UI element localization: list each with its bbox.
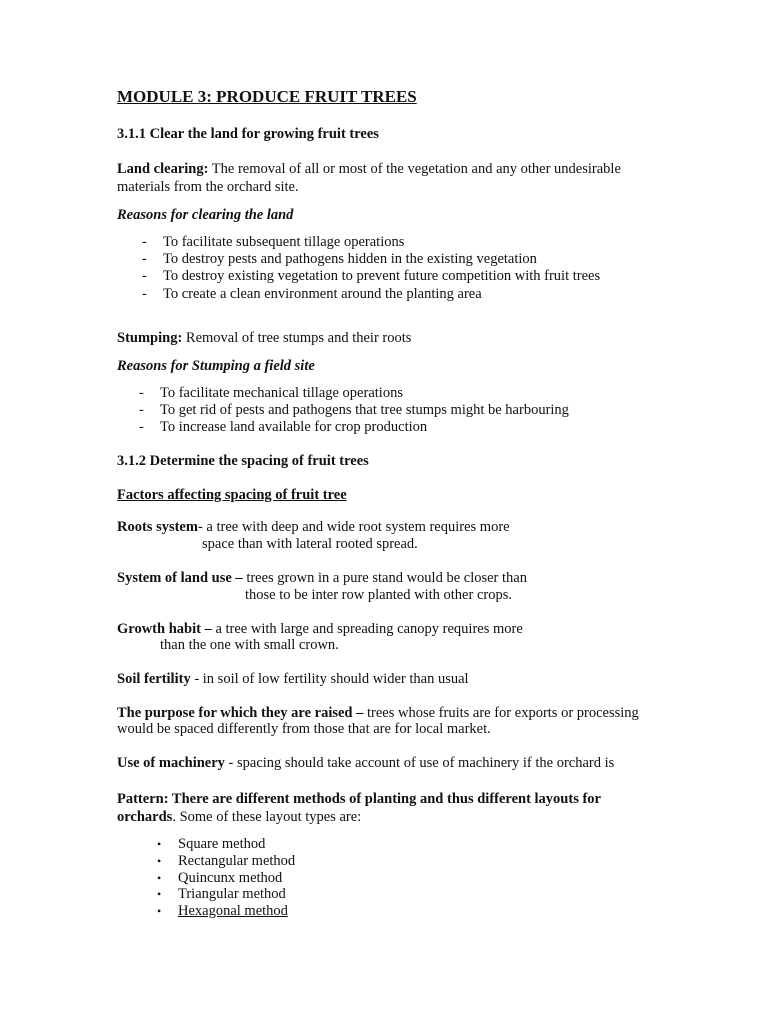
list-item-text: Rectangular method: [178, 853, 296, 869]
roots-system-text-cont: space than with lateral rooted spread.: [202, 536, 418, 552]
list-item-text: To facilitate mechanical tillage operations: [160, 385, 403, 401]
roots-system-factor: [117, 518, 510, 536]
list-item-text: To destroy pests and pathogens hidden in the existing vegetation: [163, 251, 537, 267]
dash-marker: -: [139, 419, 144, 435]
roots-system-term: Roots system: [117, 519, 198, 535]
list-item-text: Square method: [178, 836, 266, 852]
soil-fertility-factor: [117, 670, 469, 688]
purpose-term: The purpose for which they are raised –: [117, 705, 364, 721]
section-3-1-1-heading: 3.1.1 Clear the land for growing fruit trees: [117, 126, 379, 142]
list-item-text: To destroy existing vegetation to prevent future competition with fruit trees: [163, 268, 601, 284]
list-item-text: Triangular method: [178, 886, 286, 902]
land-use-text: trees grown in a pure stand would be closer than: [242, 570, 527, 586]
pattern-term: orchards: [117, 809, 173, 825]
list-item-text: Hexagonal method: [178, 903, 288, 919]
list-item-text: To facilitate subsequent tillage operations: [163, 234, 405, 250]
land-clearing-text: The removal of all or most of the vegetation and any other undesirable: [208, 161, 621, 177]
dash-marker: -: [139, 402, 144, 418]
land-use-text-cont: those to be inter row planted with other crops.: [245, 587, 512, 603]
list-item-text: To increase land available for crop production: [160, 419, 428, 435]
dash-marker: -: [142, 251, 147, 267]
module-title: MODULE 3: PRODUCE FRUIT TREES: [117, 87, 417, 106]
land-use-term: System of land use –: [117, 570, 243, 586]
purpose-text-cont: would be spaced differently from those that are for local market.: [117, 721, 491, 737]
growth-habit-term: Growth habit –: [117, 621, 212, 637]
growth-habit-text-cont: than the one with small crown.: [160, 637, 339, 653]
roots-system-text: - a tree with deep and wide root system requires more: [197, 519, 510, 535]
section-3-1-2-heading: 3.1.2 Determine the spacing of fruit trees: [117, 453, 369, 469]
pattern-factor: Pattern: There are different methods of planting and thus different layouts for: [117, 791, 601, 807]
machinery-text: - spacing should take account of use of machinery if the orchard is: [224, 755, 615, 771]
bullet-marker: •: [157, 854, 162, 868]
pattern-text: . Some of these layout types are:: [172, 809, 362, 825]
purpose-text: trees whose fruits are for exports or processing: [363, 705, 639, 721]
dash-marker: -: [142, 234, 147, 250]
list-item-text: To get rid of pests and pathogens that tree stumps might be harbouring: [160, 402, 569, 418]
dash-marker: -: [139, 385, 144, 401]
list-item-text: To create a clean environment around the planting area: [163, 286, 482, 302]
soil-fertility-term: Soil fertility: [117, 671, 191, 687]
list-item-text: Quincunx method: [178, 870, 283, 886]
bullet-marker: •: [157, 904, 162, 918]
stumping-term: Stumping:: [117, 330, 183, 346]
land-use-factor: [117, 569, 527, 587]
stumping-definition: [117, 329, 411, 347]
dash-marker: -: [142, 268, 147, 284]
growth-habit-text: a tree with large and spreading canopy requires more: [211, 621, 523, 637]
reasons-clearing-heading: Reasons for clearing the land: [117, 207, 294, 223]
pattern-factor-cont: [117, 808, 361, 826]
bullet-marker: •: [157, 837, 162, 851]
machinery-term: Use of machinery: [117, 755, 225, 771]
machinery-factor: [117, 754, 614, 772]
bullet-marker: •: [157, 887, 162, 901]
soil-fertility-text: - in soil of low fertility should wider than usual: [190, 671, 469, 687]
land-clearing-term: Land clearing:: [117, 161, 209, 177]
bullet-marker: •: [157, 871, 162, 885]
land-clearing-text-cont: materials from the orchard site.: [117, 179, 299, 195]
reasons-stumping-heading: Reasons for Stumping a field site: [117, 358, 315, 374]
factors-heading: Factors affecting spacing of fruit tree: [117, 487, 347, 503]
land-clearing-definition: [117, 160, 621, 178]
stumping-text: Removal of tree stumps and their roots: [182, 330, 412, 346]
dash-marker: -: [142, 286, 147, 302]
